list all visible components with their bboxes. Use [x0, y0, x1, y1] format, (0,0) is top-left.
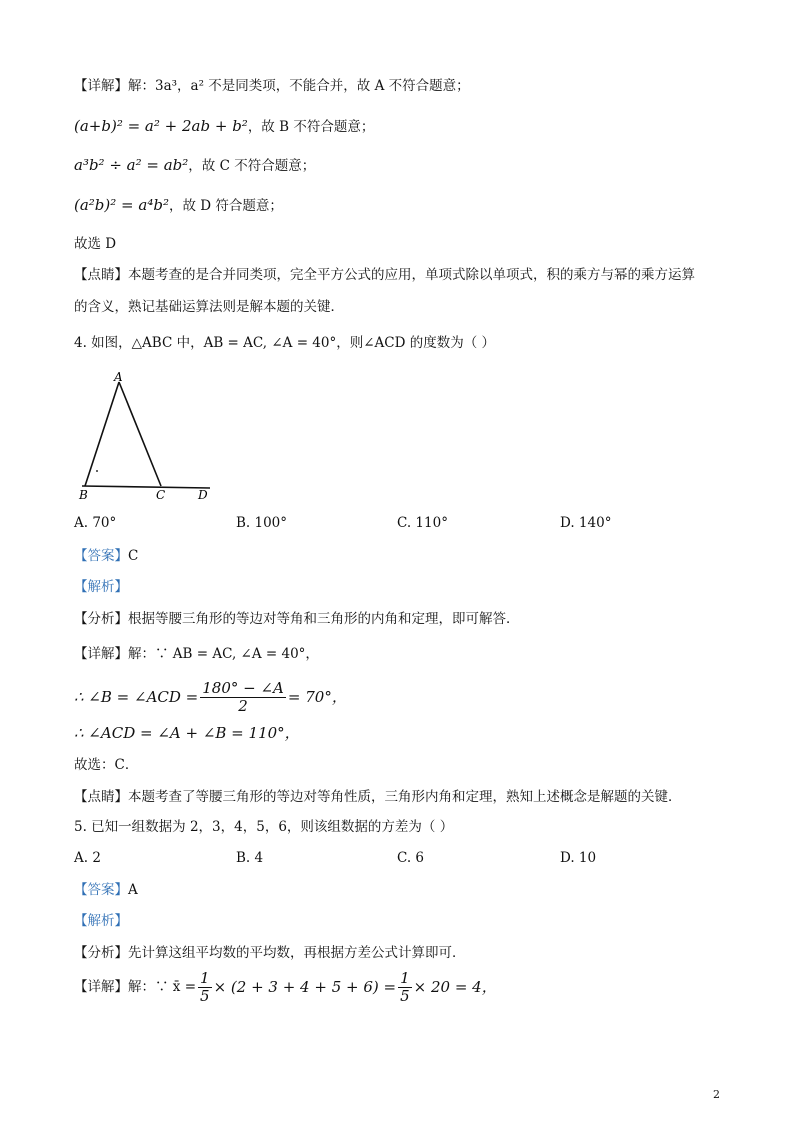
conclusion-c: ，故 C 不符合题意； — [188, 158, 316, 174]
step1-left: ∴ ∠B = ∠ACD = — [74, 688, 199, 706]
q5-analysis: 【分析】先计算这组平均数的平均数，再根据方差公式计算即可． — [74, 945, 466, 961]
step1-denominator: 2 — [238, 696, 248, 715]
q4-detail: 【详解】解：∵ AB = AC, ∠A = 40°， — [74, 646, 319, 662]
explanation-line-2 — [74, 117, 374, 136]
q5-detail-right: × 20 = 4， — [413, 978, 497, 996]
fraction-2-denominator: 5 — [400, 986, 410, 1005]
q5-choice-d: D. 10 — [560, 850, 597, 866]
fraction-2-numerator: 1 — [400, 968, 410, 987]
answer-tag: 【答案】 — [74, 548, 128, 564]
small-dot — [96, 470, 98, 472]
q5-detail-left: 【详解】解：∵ x̄ = — [74, 979, 197, 995]
segment-bd — [82, 486, 210, 488]
label-d: D — [198, 488, 208, 502]
q5-fraction-2 — [398, 970, 412, 1005]
answer-tag: 【答案】 — [74, 882, 128, 898]
q5-detail-mid: × (2 + 3 + 4 + 5 + 6) = — [213, 978, 397, 996]
q4-choices — [74, 515, 734, 535]
select-d-line: 故选 D — [74, 236, 117, 252]
label-b: B — [79, 488, 88, 502]
q5-choice-b: B. 4 — [236, 850, 264, 866]
q5-detail — [74, 966, 497, 1008]
label-a: A — [114, 370, 123, 384]
q5-analysis-tag: 【解析】 — [74, 913, 128, 929]
segment-ab — [85, 382, 119, 486]
label-c: C — [156, 488, 166, 502]
formula-c: a³b² ÷ a² = ab² — [74, 156, 189, 174]
q4-remark: 【点睛】本题考查了等腰三角形的等边对等角性质，三角形内角和定理，熟知上述概念是解题的关键． — [74, 789, 682, 805]
formula-d: (a²b)² = a⁴b² — [74, 196, 169, 214]
conclusion-b: ，故 B 不符合题意； — [247, 119, 375, 135]
q4-step-1 — [74, 677, 347, 717]
q4-select: 故选：C． — [74, 757, 139, 773]
remark-line-1: 【点睛】本题考查的是合并同类项，完全平方公式的应用，单项式除以单项式，积的乘方与幂的乘方运算 — [74, 267, 695, 283]
q4-answer — [74, 547, 138, 565]
triangle-figure — [74, 368, 224, 504]
step1-right: = 70°， — [287, 688, 347, 706]
q4-analysis: 【分析】根据等腰三角形的等边对等角和三角形的内角和定理，即可解答． — [74, 611, 520, 627]
conclusion-d: ，故 D 符合题意； — [168, 198, 283, 214]
q4-choice-b: B. 100° — [236, 515, 288, 531]
question-5: 5. 已知一组数据为 2，3，4，5，6，则该组数据的方差为（ ） — [74, 819, 454, 835]
remark-line-2: 的含义，熟记基础运算法则是解本题的关键． — [74, 299, 344, 315]
q5-choices — [74, 850, 734, 870]
answer-value: A — [128, 882, 138, 898]
segment-ac — [119, 382, 161, 486]
explanation-line-3 — [74, 156, 315, 175]
q5-fraction-1 — [198, 970, 212, 1005]
step1-fraction — [200, 680, 286, 715]
fraction-1-numerator: 1 — [200, 968, 210, 987]
q4-choice-c: C. 110° — [397, 515, 448, 531]
formula-b: (a+b)² = a² + 2ab + b² — [74, 117, 248, 135]
step1-numerator: 180° − ∠A — [202, 678, 284, 697]
page-number: 2 — [713, 1088, 720, 1101]
explanation-line-4 — [74, 196, 283, 215]
q4-choice-d: D. 140° — [560, 515, 612, 531]
q4-choice-a: A. 70° — [74, 515, 117, 531]
q5-choice-a: A. 2 — [74, 850, 101, 866]
q5-answer — [74, 881, 138, 899]
explanation-line-1: 【详解】解：3a³，a² 不是同类项，不能合并，故 A 不符合题意； — [74, 78, 470, 94]
q4-analysis-tag: 【解析】 — [74, 579, 128, 595]
fraction-1-denominator: 5 — [200, 986, 210, 1005]
q5-choice-c: C. 6 — [397, 850, 425, 866]
question-4: 4. 如图，△ABC 中，AB = AC, ∠A = 40°，则∠ACD 的度数为（ ） — [74, 335, 496, 351]
answer-value: C — [128, 548, 139, 564]
q4-step-2: ∴ ∠ACD = ∠A + ∠B = 110°， — [74, 724, 300, 742]
